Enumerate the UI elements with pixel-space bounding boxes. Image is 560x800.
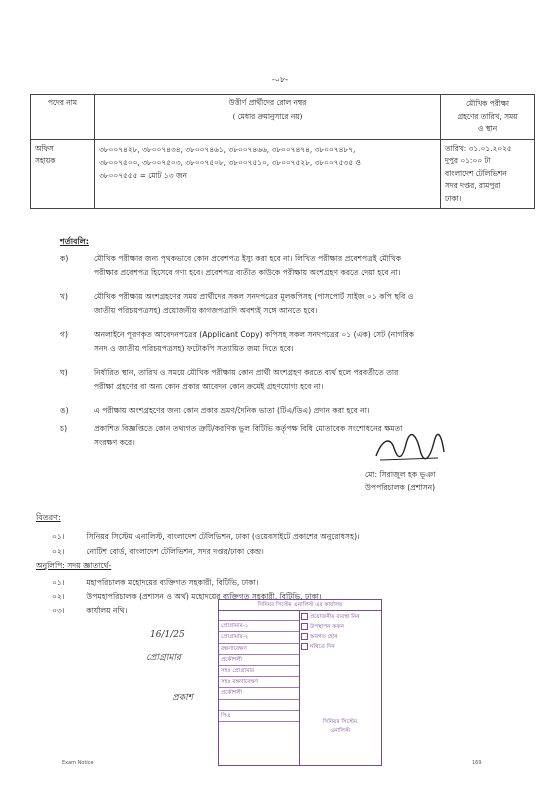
footer-left: Exam Notice xyxy=(62,760,94,766)
post-line2: সহায়ক xyxy=(35,156,56,165)
condition-text-line2: সনদ ও জাতীয় পরিচয়পত্রসহ) ফটোকপি সত্যায়িত জমা দিতে হবে। xyxy=(94,344,294,353)
viva-venue-3: ঢাকা। xyxy=(445,193,462,203)
checkbox-icon xyxy=(301,613,308,620)
footer-right: 169 xyxy=(472,760,482,766)
stamp-check-label: প্রয়োজনীয় ব্যবস্থা নিন xyxy=(310,614,360,620)
condition-text-line1: নির্ধারিত স্থান, তারিখ ও সময়ে মৌখিক পরীক্ষায় কোন প্রার্থী অংশগ্রহণ করতে ব্যর্থ হলে পরবর্তীতে তার xyxy=(94,368,399,377)
viva-date: তারিখ: ৩১.০১.২০২৫ xyxy=(445,143,512,153)
checkbox-icon xyxy=(301,623,308,630)
checkbox-icon xyxy=(301,633,308,640)
list-item-text: সিনিয়র সিস্টেম এনালিস্ট, বাংলাদেশ টেলিভিশন, ঢাকা (ওয়েবসাইটে প্রকাশের অনুরোধসহ)। xyxy=(86,532,360,541)
results-table xyxy=(30,94,535,209)
list-item-number: ০১। xyxy=(52,578,65,587)
post-line1: অফিস xyxy=(35,143,54,153)
rolls-line2: ৩৮০০৭৫০০, ৩৮০০৭৫০৩, ৩৮০০৭৫০৮, ৩৮০০৭৫১০, ৩৮০০৭৫২৮, ৩৮০০৭৫৩৫ ও xyxy=(99,157,361,167)
stamp-check-label: উপস্থাপন করুন xyxy=(310,624,344,630)
condition-text-line2: জাতীয় পরিচয়পত্রসহ) প্রয়োজনীয় কাগজপত্রাদি অবশ্যই সঙ্গে আনতে হবে। xyxy=(94,306,318,315)
cell-post xyxy=(31,139,95,209)
list-item-text: উপমহাপরিচালক (প্রশাসন ও অর্থ) মহোদয়ের ব্যক্তিগত সহকারী, বিটিভি, ঢাকা। xyxy=(86,592,322,601)
stamp-cell xyxy=(219,700,299,711)
condition-mark: ক) xyxy=(60,254,69,263)
stamp-check-label: নথিতে দিন xyxy=(310,644,335,650)
condition-text-line1: অনলাইনে পূরণকৃত আবেদনপত্রের (Applicant Copy) কপিসহ সকল সনদপত্রের ০১ (এক) সেট (নাগরিক xyxy=(94,330,415,339)
table-header-row xyxy=(31,95,535,140)
list-item-number: ০২। xyxy=(52,592,65,601)
list-item-text: মহাপরিচালক মহোদয়ের ব্যক্তিগত সহকারী, বিটিভি, ঢাকা। xyxy=(86,578,259,587)
stamp-left-column xyxy=(219,610,300,765)
handwritten-initial: প্রকাশ xyxy=(172,693,193,703)
conditions-title: শর্তাবলি: xyxy=(60,237,89,246)
stamp-cell xyxy=(219,610,299,621)
stamp-checkbox-row xyxy=(301,632,379,642)
table-row xyxy=(31,139,535,209)
handwritten-date: 16/1/25 xyxy=(150,630,185,640)
signatory-designation: উপপরিচালক (প্রশাসন) xyxy=(365,483,436,492)
stamp-cell: প্রোগ্রামার-২ xyxy=(219,632,299,643)
condition-item xyxy=(60,252,530,280)
condition-item xyxy=(60,422,530,450)
stamp-checkbox-row xyxy=(301,612,379,622)
rolls-line3: ৩৮০০৭৫৫৫ = মোট ১৩ জন xyxy=(99,170,187,180)
list-item-number: ০১। xyxy=(52,532,65,541)
stamp-checkbox-row xyxy=(301,642,379,652)
stamp-signature-area xyxy=(301,718,379,736)
list-item-number: ০২। xyxy=(52,547,65,556)
signatory-block xyxy=(365,468,525,494)
stamp-cell: পিএ xyxy=(219,711,299,722)
condition-text-line1: প্রকাশিত বিজ্ঞপ্তিতে কোন তথ্যগত ত্রুটি/করণিক ভুল বিটিভি কর্তৃপক্ষ বিধি মোতাবেক সংশোধনের ক্ষমতা xyxy=(94,424,403,433)
viva-venue-1: বাংলাদেশ টেলিভিশন xyxy=(445,168,507,178)
viva-venue-2: সদর দপ্তর, রামপুরা xyxy=(445,181,501,190)
stamp-cell: প্রকৌশলী xyxy=(219,655,299,666)
checkbox-icon xyxy=(301,643,308,650)
list-item xyxy=(52,604,127,617)
header-rolls xyxy=(95,95,441,140)
cell-viva xyxy=(441,139,535,209)
condition-mark: ঘ) xyxy=(60,368,68,377)
list-item-text: নোটিশ বোর্ড, বাংলাদেশ টেলিভিশন, সদর দপ্তর/ঢাকা কেন্দ্র। xyxy=(86,547,264,556)
stamp-cell: প্রোগ্রামার-১ xyxy=(219,621,299,632)
condition-item xyxy=(60,366,530,394)
stamp-cell: রক্ষণাবেক্ষণ xyxy=(219,644,299,655)
condition-mark: ঙ) xyxy=(60,406,69,415)
condition-mark: চ) xyxy=(60,424,68,433)
header-viva-line1: মৌখিক পরীক্ষা xyxy=(465,99,510,108)
condition-text-line1: এ পরীক্ষায় অংশগ্রহণের জন্য কোন প্রকার ভ্রমণ/দৈনিক ভাতা (টিএ/ডিএ) প্রদান করা হবে না। xyxy=(94,406,370,415)
stamp-cell: সহঃ প্রোগ্রামার xyxy=(219,666,299,677)
signature-mark xyxy=(372,430,447,470)
header-viva-line2: গ্রহণের তারিখ, সময় xyxy=(457,111,518,121)
rolls-line1: ৩৮০০৭৪২৮, ৩৮০০৭৪৩৪, ৩৮০০৭৪৬১, ৩৮০০৭৪৬৬, ৩৮০০৭৪৭৪, ৩৮০০৭৪৮৭, xyxy=(99,144,356,154)
condition-text-line2: সংরক্ষণ করে। xyxy=(94,438,135,447)
stamp-header: সিনিয়র সিস্টেম এনালিস্ট এর কার্যালয় xyxy=(219,600,381,611)
condition-text-line2: পরীক্ষার প্রবেশপত্র হিসেবে গণ্য হবে। প্রবেশপত্র ব্যতীত কাউকে পরীক্ষায় অংশগ্রহণ করতে দেয়া হবে না। xyxy=(94,268,401,277)
stamp-cell: প্রকৌশলী xyxy=(219,688,299,699)
header-rolls-title: উত্তীর্ণ প্রার্থীদের রোল নম্বর xyxy=(228,98,307,107)
list-item xyxy=(52,545,264,558)
page-number: -০৮- xyxy=(271,75,289,84)
condition-item xyxy=(60,328,530,356)
copy-title: অনুলিপি: সদয় জ্ঞাতার্থে- xyxy=(36,561,112,570)
header-viva xyxy=(441,95,535,140)
cell-rolls xyxy=(95,139,441,209)
header-viva-line3: ও স্থান xyxy=(477,124,498,133)
list-item xyxy=(52,530,360,543)
header-rolls-sub: ( মেধার ক্রমানুসারে নয়) xyxy=(232,112,303,121)
stamp-checkbox-row xyxy=(301,622,379,632)
condition-text-line2: পরীক্ষা গ্রহণের বা অন্য কোন প্রকার আবেদন কোন ক্রমেই গ্রহণযোগ্য হবে না। xyxy=(94,382,324,391)
stamp-right-column xyxy=(301,612,379,652)
stamp-sig-label-1: সিনিয়র সিস্টেম xyxy=(322,719,358,725)
list-item xyxy=(52,576,258,589)
stamp-cell: সহঃ রক্ষণাবেক্ষণ xyxy=(219,677,299,688)
condition-item xyxy=(60,290,530,318)
signatory-name: মো: সিরাজুল হক ভূঞা xyxy=(365,470,436,479)
stamp-check-label: অবগত হোন xyxy=(310,634,338,640)
condition-text-line1: মৌখিক পরীক্ষায় অংশগ্রহণের সময় প্রার্থীদের সকল সনদপত্রের মূলকপিসহ (পাসপোর্ট সাইজ ০১ কপি ছবি ও xyxy=(94,292,414,301)
condition-mark: গ) xyxy=(60,330,68,339)
stamp-sig-label-2: এনালিস্ট xyxy=(329,728,351,734)
handwritten-note: প্রোগ্রামার xyxy=(146,653,181,663)
office-stamp xyxy=(218,599,382,766)
condition-item xyxy=(60,404,530,418)
list-item-text: কার্যালয় নথি। xyxy=(86,606,128,615)
list-item-number: ০৩। xyxy=(52,606,65,615)
distribution-title: বিতরণ: xyxy=(36,513,61,522)
viva-time: দুপুর ০১:০০ টা xyxy=(445,156,491,165)
condition-text-line1: মৌখিক পরীক্ষার জন্য পৃথকভাবে কোন প্রবেশপত্র ইস্যু করা হবে না। লিখিত পরীক্ষার প্রবেশপত্রই মৌখিক xyxy=(94,254,402,263)
condition-mark: খ) xyxy=(60,292,68,301)
header-post: পদের নাম xyxy=(31,95,95,140)
